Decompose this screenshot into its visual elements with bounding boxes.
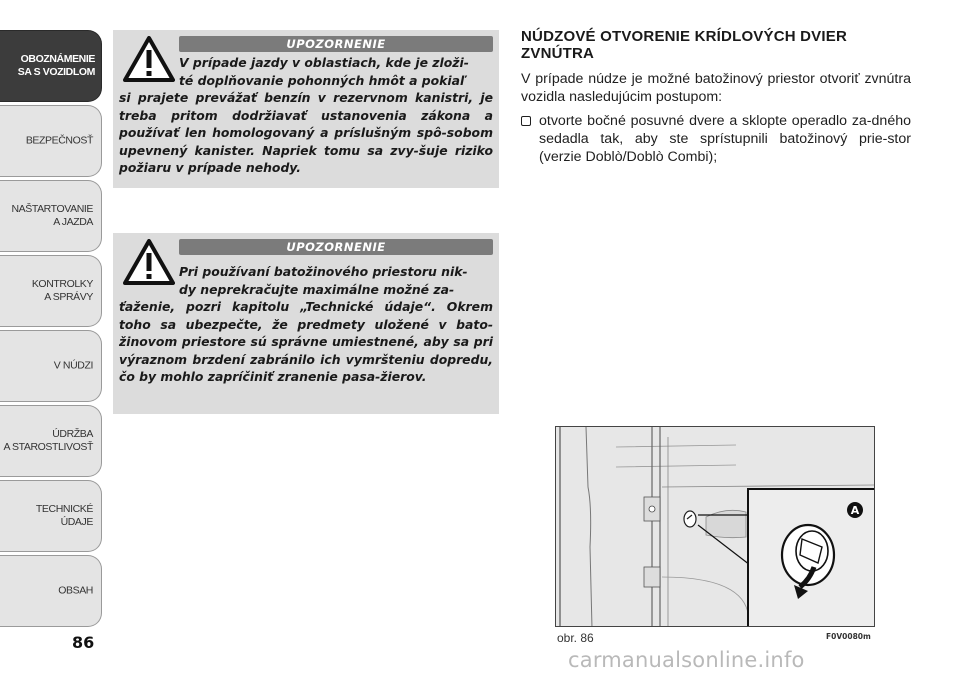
figure-door-interior	[555, 426, 875, 627]
figure-code: F0V0080m	[826, 632, 871, 641]
tab-nastartovanie[interactable]	[0, 180, 102, 252]
section-intro: V prípade núdze je možné batožinový priestor otvoriť zvnútra vozidla nasledujúcim postupom:	[521, 71, 911, 106]
tab-label: OBOZNÁMENIE SA S VOZIDLOM	[17, 53, 95, 78]
warning-triangle-icon	[123, 239, 175, 285]
warning-text-first: Pri používaní batožinového priestoru nik- dy neprekračujte maximálne možné za-	[179, 264, 468, 297]
warning-box-load	[113, 233, 499, 414]
tab-technicke-udaje[interactable]	[0, 480, 102, 552]
tab-bezpecnost[interactable]	[0, 105, 102, 177]
warning-text: ťaženie, pozri kapitolu „Technické údaje“. Okrem toho sa ubezpečte, že predmety uložené v bato-žinovom priestore sú správne umiestnené, aby sa pri výraznom brzdení zabránilo ich vymršteniu dopredu, čo by mohlo zapríčiniť zranenie pasa-žierov.	[119, 299, 493, 384]
tab-label: V NÚDZI	[53, 359, 93, 372]
tab-label: NAŠTARTOVANIE A JAZDA	[11, 203, 93, 228]
list-item-text: otvorte bočné posuvné dvere a sklopte operadlo za-dného sedadla tak, aby ste sprístupnili batožinový prie-stor (verzie Doblò/Doblò Combi);	[539, 112, 911, 166]
tab-udrzba[interactable]	[0, 405, 102, 477]
tab-label: OBSAH	[58, 584, 93, 597]
warning-text-first: V prípade jazdy v oblastiach, kde je zloži- té doplňovanie pohonných hmôt a pokiaľ	[179, 55, 469, 88]
tab-label: BEZPEČNOSŤ	[25, 134, 93, 147]
section-title: NÚDZOVÉ OTVORENIE KRÍDLOVÝCH DVIER ZVNÚTRA	[521, 28, 847, 62]
tab-kontrolky[interactable]	[0, 255, 102, 327]
watermark: carmanualsonline.info	[568, 648, 805, 672]
tab-label: TECHNICKÉ ÚDAJE	[35, 503, 93, 528]
tab-v-nudzi[interactable]	[0, 330, 102, 402]
tab-label: ÚDRŽBA A STAROSTLIVOSŤ	[3, 428, 93, 453]
tab-oboznamenie[interactable]	[0, 30, 102, 102]
warning-text: si prajete prevážať benzín v rezervnom kanistri, je treba pritom dodržiavať ustanovenia zákona a používať len homologovaný a príslušným spô-sobom upevnený kanister. Napriek tomu sa zvy-šuje riziko požiaru v prípade nehody.	[119, 90, 493, 175]
checkbox-bullet-icon	[521, 116, 531, 126]
figure-caption: obr. 86	[557, 631, 594, 645]
list-item	[521, 112, 911, 167]
warning-triangle-icon	[123, 36, 175, 82]
tab-label: KONTROLKY A SPRÁVY	[31, 278, 93, 303]
warning-header: UPOZORNENIE	[179, 239, 493, 255]
door-illustration	[556, 427, 875, 627]
page-number: 86	[72, 633, 95, 652]
tab-obsah[interactable]	[0, 555, 102, 627]
callout-label: A	[850, 504, 860, 517]
warning-box-fuel	[113, 30, 499, 188]
section-emergency-door	[521, 28, 911, 166]
warning-header: UPOZORNENIE	[179, 36, 493, 52]
